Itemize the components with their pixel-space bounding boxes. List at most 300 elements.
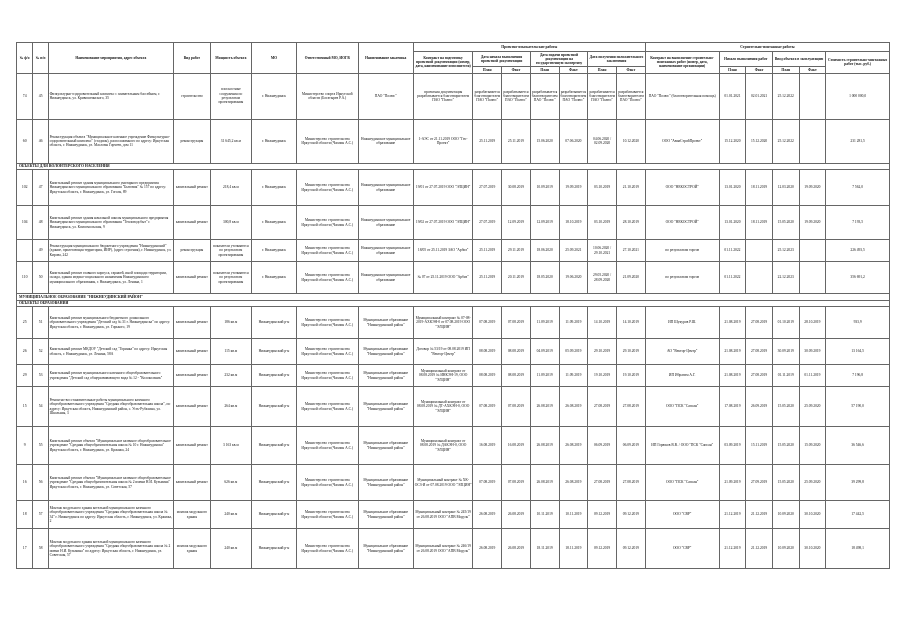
- cell-design-plan: 27.07.2019: [473, 170, 502, 206]
- cell-start-fact: 18.11.2019: [746, 170, 773, 206]
- cell-receive-plan: 09.12.2019: [588, 501, 617, 529]
- cell-receive-plan: 14.10.2019: [588, 307, 617, 339]
- cell-receive-fact: 27.10.2021: [616, 240, 645, 262]
- cell-contract-construction: ООО "ПСК "Сапсан": [645, 465, 719, 501]
- cell-submit-plan: 26.08.2019: [530, 465, 559, 501]
- cell-num-pp: 58: [33, 529, 48, 569]
- cell-receive-fact: разрабатывается благотворителем ПАО "Полюс": [616, 73, 645, 119]
- cell-customer: Нижнеудинское муниципальное образование: [358, 170, 413, 206]
- cell-mo: Нижнеудинский р-н: [251, 365, 296, 387]
- cell-responsible: Министерство строительства Иркутской области (Чаплин А.С.): [296, 365, 358, 387]
- cell-commission-fact: 30.10.2020: [799, 529, 826, 569]
- cell-num-pp: 47: [33, 170, 48, 206]
- cell-work-type: реконструкция: [173, 119, 210, 163]
- cell-mo: г. Нижнеудинск: [251, 206, 296, 240]
- cell-contract-design: Муниципальный контракт от 08.08.2019 № ИНКЭН-19, ООО "ЭЛЦИН": [413, 365, 472, 387]
- cell-design-fact: 26.08.2019: [502, 529, 531, 569]
- cell-capacity: 218,4 кв.м: [210, 170, 251, 206]
- cell-design-plan: 26.08.2019: [473, 529, 502, 569]
- cell-responsible: Министерство строительства Иркутской области (Чаплин А.С.): [296, 170, 358, 206]
- cell-capacity: 240 кв.м: [210, 529, 251, 569]
- cell-start-plan: 21.12.2019: [719, 501, 746, 529]
- cell-object-name: Капитальный ремонт объекта "Муниципальное казенное общеобразовательное учреждение "Средняя общеобразовательная школа № 10 г. Нижнеудинска" Иркутская область, г. Нижнеудинск, ул. Кржижа, 24: [48, 427, 173, 465]
- cell-responsible: Министерство строительства Иркутской области (Чаплин А.С.): [296, 465, 358, 501]
- cell-object-name: Монтаж модульного здания котельной муниципального казенного общеобразовательного учреждения "Средняя общеобразовательная школа № 34" г. Нижнеудинск по адресу: Иркутская область, г. Нижнеудинск, ул. Кржижа, 2: [48, 501, 173, 529]
- cell-num-pp: 52: [33, 339, 48, 365]
- cell-design-plan: 08.08.2019: [473, 339, 502, 365]
- header-plan: План: [588, 67, 617, 73]
- cell-capacity: 300,8 кв.м: [210, 206, 251, 240]
- cell-receive-fact: 27.08.2019: [616, 465, 645, 501]
- cell-contract-design: Муниципальный контракт № 07-08-2019-АХКЭН-0 от 07.08.2019 ООО "ЭЛЦИН": [413, 307, 472, 339]
- table-row: [17, 501, 890, 529]
- cell-customer: Нижнеудинское муниципальное образование: [358, 206, 413, 240]
- cell-responsible: Министерство строительства Иркутской области (Чаплин А.С.): [296, 262, 358, 294]
- cell-cost: 36 546,6: [826, 427, 890, 465]
- cell-start-fact: 18.11.2019: [746, 206, 773, 240]
- cell-num-fo: 9: [17, 427, 33, 465]
- cell-mo: Нижнеудинский р-н: [251, 501, 296, 529]
- cell-receive-plan: 09.12.2019: [588, 529, 617, 569]
- cell-mo: Нижнеудинский р-н: [251, 387, 296, 427]
- cell-contract-construction: ООО "ПСК "Сапсан": [645, 387, 719, 427]
- cell-cost: 39 299,8: [826, 465, 890, 501]
- cell-commission-fact: 15.09.2020: [799, 427, 826, 465]
- cell-commission-fact: 25.09.2020: [799, 387, 826, 427]
- cell-object-name: Реконструкция муниципального бюджетного учреждения "Нижнеудинский" (здание, прилегающая территория, ИИР), (адрес строения), г. Нижнеудинск, ул. Кирова, 242: [48, 240, 173, 262]
- cell-num-pp: 57: [33, 501, 48, 529]
- section-title: ОБЪЕКТЫ ОБРАЗОВАНИЯ: [17, 300, 890, 306]
- cell-contract-design: 19/01 от 27.07.2019 ООО "ЭЛЦИН": [413, 170, 472, 206]
- cell-num-fo: 26: [17, 339, 33, 365]
- cell-start-plan: 01.11.2022: [719, 262, 746, 294]
- cell-submit-fact: 26.08.2019: [559, 387, 588, 427]
- cell-submit-fact: 07.06.2020: [559, 119, 588, 163]
- cell-design-fact: 08.08.2019: [502, 339, 531, 365]
- cell-design-plan: 08.08.2019: [473, 365, 502, 387]
- header-plan: План: [719, 67, 746, 73]
- cell-capacity: 264 кв.м: [210, 387, 251, 427]
- cell-object-name: Капитальный ремонт главного корпуса, гаражей, иной площади территории, склада, здания медико-социального назначения Нижнеудинского муниципального образования, г. Нижнеудинск, ул. Ленина, 1: [48, 262, 173, 294]
- header-commission: Ввод объекта в эксплуатацию: [772, 52, 825, 67]
- cell-contract-construction: ИП Ибрагим А.Г.: [645, 365, 719, 387]
- cell-work-type: капитальный ремонт: [173, 465, 210, 501]
- cell-commission-fact: 19.09.2020: [799, 206, 826, 240]
- cell-cost: 18 498,1: [826, 529, 890, 569]
- cell-num-pp: 49: [33, 240, 48, 262]
- cell-capacity: 31 645,2 кв.м: [210, 119, 251, 163]
- header-date-submit-expertise: Дата подачи проектной документации на государственную экспертизу: [530, 52, 587, 67]
- cell-start-plan: 15.12.2020: [719, 119, 746, 163]
- header-num-pp: № п/п: [33, 43, 48, 74]
- cell-submit-plan: 18.11.2019: [530, 529, 559, 569]
- cell-object-name: Капитальный ремонт муниципального казенного общеобразовательного учреждения "Детский сад общеразвивающего вида № 12 - "Колокольчик": [48, 365, 173, 387]
- cell-start-fact: 15.11.2019: [746, 427, 773, 465]
- cell-start-fact: 21.12.2019: [746, 501, 773, 529]
- header-contract-design: Контракт на подготовку проектной документации (номер, дата, наименование исполнителя): [413, 52, 472, 74]
- cell-capacity: показатели уточняются по результатам проектирования: [210, 240, 251, 262]
- cell-num-fo: 110: [17, 262, 33, 294]
- cell-contract-construction: по результатам торгов: [645, 262, 719, 294]
- cell-submit-plan: 10.11.2019: [530, 501, 559, 529]
- header-date-receive-expertise: Дата получения положительного заключения: [588, 52, 646, 67]
- cell-cost: 7 193,5: [826, 206, 890, 240]
- cell-work-type: строительство: [173, 73, 210, 119]
- cell-responsible: Министерство строительства Иркутской области (Чаплин А.С.): [296, 529, 358, 569]
- cell-contract-construction: по результатам торгов: [645, 240, 719, 262]
- cell-commission-plan: 25.12.2023: [772, 240, 799, 262]
- cell-work-type: капитальный ремонт: [173, 427, 210, 465]
- cell-submit-plan: 11.09.2019: [530, 307, 559, 339]
- cell-customer: Нижнеудинское муниципальное образование: [358, 119, 413, 163]
- header-responsible: Ответственный МО, ИОГВ: [296, 43, 358, 74]
- cell-design-plan: 25.11.2019: [473, 119, 502, 163]
- cell-design-fact: 16.08.2019: [502, 427, 531, 465]
- cell-mo: г. Нижнеудинск: [251, 73, 296, 119]
- cell-submit-fact: 11.09.2019: [559, 365, 588, 387]
- cell-contract-design: Муниципальный контракт № 245/19 от 26.08.2019 ООО "АПВ Модуль": [413, 501, 472, 529]
- header-contract-construction: Контракт на выполнение строительно-монтажных работ (номер, дата, наименование организации): [645, 52, 719, 74]
- header-fact: Факт: [616, 67, 645, 73]
- header-object-name: Наименование мероприятия, адрес объекта: [48, 43, 173, 74]
- header-num-fo: № ф/о: [17, 43, 33, 74]
- cell-work-type: капитальный ремонт: [173, 365, 210, 387]
- cell-num-pp: 50: [33, 262, 48, 294]
- cell-submit-plan: 11.09.2019: [530, 365, 559, 387]
- cell-object-name: Капитальный ремонт объекта "Муниципальное казенное общеобразовательное учреждение "Средняя общеобразовательная школа № 2 имени Н.И. Кузьмина" Иркутская область, г. Нижнеудинск, ул. Советская, 57: [48, 465, 173, 501]
- cell-capacity: 3 163 кв.м: [210, 427, 251, 465]
- cell-receive-plan: 03.10.2019: [588, 170, 617, 206]
- table-row: [17, 170, 890, 206]
- cell-customer: Нижнеудинское муниципальное образование: [358, 262, 413, 294]
- cell-mo: г. Нижнеудинск: [251, 119, 296, 163]
- cell-design-fact: 25.11.2019: [502, 119, 531, 163]
- cell-commission-fact: [799, 240, 826, 262]
- cell-start-plan: 21.12.2019: [719, 529, 746, 569]
- cell-receive-plan: 29.10.2019: [588, 339, 617, 365]
- cell-start-plan: 13.01.2020: [719, 206, 746, 240]
- cell-num-fo: 60: [17, 119, 33, 163]
- cell-submit-fact: 25.09.2021: [559, 240, 588, 262]
- cell-customer: Муниципальное образование "Нижнеудинский район": [358, 465, 413, 501]
- cell-receive-plan: 04.06.2020 / 02.09.2020: [588, 119, 617, 163]
- cell-responsible: Министерство строительства Иркутской области (Чаплин А.С.): [296, 307, 358, 339]
- cell-receive-fact: 29.10.2019: [616, 339, 645, 365]
- cell-submit-plan: 18.05.2020: [530, 262, 559, 294]
- table-row: [17, 339, 890, 365]
- cell-contract-construction: АО "Вектор-Центр": [645, 339, 719, 365]
- cell-object-name: Физкультурно-оздоровительный комплекс с плавательным бассейном, г. Нижнеудинск, ул. Кривошеинского, 35: [48, 73, 173, 119]
- register-sheet: [16, 42, 890, 569]
- cell-submit-plan: 12.09.2019: [530, 206, 559, 240]
- cell-receive-fact: 09.12.2019: [616, 501, 645, 529]
- cell-customer: Муниципальное образование "Нижнеудинский район": [358, 501, 413, 529]
- cell-object-name: Капитальный ремонт муниципального бюджетного дошкольного образовательного учреждения "Детский сад № 31 г. Нижнеудинска" по адресу: Иркутская область, г. Нижнеудинск, ул. Горького, 19: [48, 307, 173, 339]
- cell-start-fact: 02.01.2021: [746, 73, 773, 119]
- cell-mo: Нижнеудинский р-н: [251, 465, 296, 501]
- cell-cost: 226 493,5: [826, 240, 890, 262]
- cell-commission-plan: 15.05.2020: [772, 465, 799, 501]
- cell-num-fo: 15: [17, 387, 33, 427]
- cell-start-plan: 21.08.2019: [719, 339, 746, 365]
- cell-commission-fact: [799, 119, 826, 163]
- cell-contract-construction: ИП Горюков В.В. / ООО "ПСК "Сапсан": [645, 427, 719, 465]
- cell-customer: Муниципальное образование "Нижнеудинский район": [358, 339, 413, 365]
- cell-receive-plan: разрабатывается благотворителем ПАО "Полюс": [588, 73, 617, 119]
- header-date-complete-design: Дата начала выполнения проектной документации: [473, 52, 530, 67]
- cell-work-type: реконструкция: [173, 240, 210, 262]
- cell-mo: Нижнеудинский р-н: [251, 427, 296, 465]
- table-row: [17, 240, 890, 262]
- cell-contract-design: 19/02 от 27.07.2019 ООО "ЭЛЦИН": [413, 206, 472, 240]
- cell-start-plan: 21.08.2019: [719, 365, 746, 387]
- cell-submit-plan: разрабатывается благотворителем ПАО "Полюс": [530, 73, 559, 119]
- cell-num-fo: 18: [17, 501, 33, 529]
- cell-num-pp: 48: [33, 206, 48, 240]
- cell-receive-plan: 27.08.2019: [588, 465, 617, 501]
- cell-design-plan: 16.08.2019: [473, 427, 502, 465]
- cell-object-name: Капитальный ремонт здания муниципального унитарного предприятия Нижнеудинского муниципального образования "Бытовик" № 157 по адресу: Иркутская область, г. Нижнеудинск, ул. Гоголя, 89: [48, 170, 173, 206]
- cell-num-pp: 45: [33, 73, 48, 119]
- cell-design-fact: разрабатывается благотворителем ПАО "Полюс": [502, 73, 531, 119]
- cell-commission-plan: 15.05.2020: [772, 387, 799, 427]
- cell-start-fact: 21.12.2019: [746, 529, 773, 569]
- cell-design-plan: 26.08.2019: [473, 501, 502, 529]
- cell-contract-design: Муниципальный контракт от 08.08.2019 № ДТ-АХКЭН-0, ООО "ЭЛЦИН": [413, 387, 472, 427]
- header-capacity: Мощность объекта: [210, 43, 251, 74]
- cell-commission-plan: 22.12.2023: [772, 262, 799, 294]
- cell-start-fact: 26.09.2019: [746, 387, 773, 427]
- cell-contract-construction: ПАО "Полюс" (благотворительная помощь): [645, 73, 719, 119]
- cell-commission-plan: 01.10.2019: [772, 307, 799, 339]
- cell-start-fact: [746, 262, 773, 294]
- cell-receive-plan: 10.06.2020 / 29.10.2021: [588, 240, 617, 262]
- cell-customer: Муниципальное образование "Нижнеудинский район": [358, 529, 413, 569]
- cell-num-fo: 104: [17, 206, 33, 240]
- cell-contract-design: 18/05 от 25.11.2019 ЗАО "Арбиз": [413, 240, 472, 262]
- cell-responsible: Министерство строительства Иркутской области (Чаплин А.С.): [296, 339, 358, 365]
- cell-capacity: 186 кв.м: [210, 307, 251, 339]
- cell-num-fo: 16: [17, 465, 33, 501]
- section-title: МУНИЦИПАЛЬНОЕ ОБРАЗОВАНИЕ "НИЖНЕУДИНСКИЙ РАЙОН": [17, 294, 890, 300]
- cell-customer: Муниципальное образование "Нижнеудинский район": [358, 307, 413, 339]
- cell-submit-plan: 15.06.2020: [530, 119, 559, 163]
- cell-submit-fact: 05.09.2019: [559, 339, 588, 365]
- cell-capacity: показатели уточняются по результатам проектирования: [210, 262, 251, 294]
- cell-start-plan: 21.08.2019: [719, 307, 746, 339]
- cell-commission-plan: 10.09.2020: [772, 529, 799, 569]
- cell-num-pp: 53: [33, 365, 48, 387]
- cell-receive-plan: 03.10.2019: [588, 206, 617, 240]
- cell-receive-fact: 09.12.2019: [616, 529, 645, 569]
- cell-responsible: Министерство спорта Иркутской области (Богатырев Р.А.): [296, 73, 358, 119]
- cell-num-fo: 102: [17, 170, 33, 206]
- cell-submit-plan: 10.09.2019: [530, 170, 559, 206]
- section-title: ОБЪЕКТЫ ДЛЯ ВОЛОНТЕРСКОГО НАСЕЛЕНИЯ: [17, 163, 890, 169]
- cell-start-plan: 03.09.2019: [719, 427, 746, 465]
- cell-contract-construction: ООО "НЕКОСТРОЙ": [645, 206, 719, 240]
- cell-submit-fact: 19.06.2020: [559, 262, 588, 294]
- cell-design-fact: 07.08.2019: [502, 465, 531, 501]
- header-work-type: Вид работ: [173, 43, 210, 74]
- cell-work-type: монтаж модульного здания: [173, 501, 210, 529]
- header-cost: Стоимость строительно-монтажных работ (тыс. руб.): [826, 52, 890, 74]
- cell-responsible: Министерство строительства Иркутской области (Чаплин А.С.): [296, 387, 358, 427]
- cell-receive-plan: 27.08.2019: [588, 387, 617, 427]
- cell-work-type: капитальный ремонт: [173, 387, 210, 427]
- cell-commission-plan: 25.12.2022: [772, 73, 799, 119]
- cell-commission-fact: [799, 73, 826, 119]
- cell-object-name: Ремонтно-восстановительные работы муниципального казенного общеобразовательного учреждения "Средняя общеобразовательная школа", по адресу: Иркутская область, Нижнеудинский район, с. Усть-Рубахина, ул. Школьная, 3: [48, 387, 173, 427]
- cell-capacity: 240 кв.м: [210, 501, 251, 529]
- cell-responsible: Министерство строительства Иркутской области (Чаплин А.С.): [296, 240, 358, 262]
- cell-contract-design: Муниципальный контракт № 246/19 от 26.08.2019 ООО "АПВ Модуль": [413, 529, 472, 569]
- cell-receive-plan: 29.05.2020 / 28.09.2020: [588, 262, 617, 294]
- cell-start-plan: 01.01.2021: [719, 73, 746, 119]
- cell-design-fact: 20.11.2019: [502, 262, 531, 294]
- cell-design-plan: 07.08.2019: [473, 307, 502, 339]
- cell-capacity: 115 кв.м: [210, 339, 251, 365]
- cell-submit-fact: 11.09.2019: [559, 307, 588, 339]
- cell-start-fact: 27.08.2019: [746, 365, 773, 387]
- cell-submit-fact: 18.10.2019: [559, 206, 588, 240]
- cell-num-fo: 17: [17, 529, 33, 569]
- register-body: [17, 73, 890, 568]
- cell-submit-fact: 18.11.2019: [559, 529, 588, 569]
- cell-cost: 231 281,5: [826, 119, 890, 163]
- cell-receive-fact: 27.08.2019: [616, 387, 645, 427]
- cell-customer: ПАО "Полюс": [358, 73, 413, 119]
- cell-mo: Нижнеудинский р-н: [251, 307, 296, 339]
- cell-contract-construction: ООО "СВР": [645, 501, 719, 529]
- cell-commission-plan: 10.09.2020: [772, 501, 799, 529]
- table-row: [17, 73, 890, 119]
- cell-receive-fact: 19.10.2019: [616, 365, 645, 387]
- cell-design-fact: 29.11.2019: [502, 240, 531, 262]
- cell-receive-fact: 21.10.2019: [616, 170, 645, 206]
- cell-contract-design: 1-АЭС от 21.11.2019 ООО "Гео-Проект": [413, 119, 472, 163]
- cell-receive-plan: 06.09.2019: [588, 427, 617, 465]
- cell-num-fo: 74: [17, 73, 33, 119]
- cell-design-plan: 25.11.2019: [473, 240, 502, 262]
- cell-num-fo: [17, 240, 33, 262]
- cell-work-type: капитальный ремонт: [173, 339, 210, 365]
- cell-object-name: Капитальный ремонт МКДОУ "Детский сад "Горинка" по адресу: Иркутская область, г. Нижнеудинск, ул. Ленина, 58А: [48, 339, 173, 365]
- cell-cost: 7 196,8: [826, 365, 890, 387]
- cell-mo: Нижнеудинский р-н: [251, 529, 296, 569]
- table-row: [17, 262, 890, 294]
- cell-commission-fact: 28.10.2019: [799, 307, 826, 339]
- cell-num-pp: 56: [33, 465, 48, 501]
- cell-design-fact: 07.08.2019: [502, 307, 531, 339]
- cell-customer: Муниципальное образование "Нижнеудинский район": [358, 387, 413, 427]
- header-plan: План: [772, 67, 799, 73]
- cell-work-type: капитальный ремонт: [173, 307, 210, 339]
- cell-design-plan: 07.08.2019: [473, 465, 502, 501]
- cell-commission-fact: 19.09.2020: [799, 170, 826, 206]
- header-plan: План: [473, 67, 502, 73]
- cell-commission-fact: 01.11.2019: [799, 365, 826, 387]
- cell-commission-plan: 15.05.2020: [772, 427, 799, 465]
- header-fact: Факт: [746, 67, 773, 73]
- cell-submit-fact: 26.08.2019: [559, 427, 588, 465]
- cell-work-type: капитальный ремонт: [173, 170, 210, 206]
- cell-start-fact: 27.08.2019: [746, 339, 773, 365]
- cell-receive-fact: 06.09.2019: [616, 427, 645, 465]
- cell-mo: г. Нижнеудинск: [251, 262, 296, 294]
- cell-work-type: капитальный ремонт: [173, 206, 210, 240]
- cell-receive-fact: 21.09.2020: [616, 262, 645, 294]
- cell-cost: 356 691,2: [826, 262, 890, 294]
- cell-responsible: Министерство строительства Иркутской области (Чаплин А.С.): [296, 427, 358, 465]
- cell-design-plan: разрабатывается благотворителем ПАО "Полюс": [473, 73, 502, 119]
- cell-responsible: Министерство строительства Иркутской области (Чаплин А.С.): [296, 119, 358, 163]
- header-mo: МО: [251, 43, 296, 74]
- cell-commission-plan: 25.12.2022: [772, 119, 799, 163]
- cell-design-fact: 12.09.2019: [502, 206, 531, 240]
- cell-commission-plan: 30.09.2019: [772, 339, 799, 365]
- cell-num-pp: 55: [33, 427, 48, 465]
- cell-commission-plan: 15.05.2020: [772, 206, 799, 240]
- cell-customer: Муниципальное образование "Нижнеудинский район": [358, 427, 413, 465]
- cell-submit-fact: 26.08.2019: [559, 465, 588, 501]
- cell-receive-fact: 14.10.2019: [616, 307, 645, 339]
- table-row: [17, 465, 890, 501]
- cell-commission-plan: 01.11.2019: [772, 365, 799, 387]
- cell-responsible: Министерство строительства Иркутской области (Чаплин А.С.): [296, 206, 358, 240]
- cell-submit-fact: 10.11.2019: [559, 501, 588, 529]
- table-row: [17, 206, 890, 240]
- cell-num-pp: 46: [33, 119, 48, 163]
- cell-work-type: капитальный ремонт: [173, 262, 210, 294]
- cell-start-fact: 27.09.2019: [746, 465, 773, 501]
- cell-submit-plan: 26.08.2019: [530, 387, 559, 427]
- cell-submit-plan: 04.09.2019: [530, 339, 559, 365]
- cell-commission-plan: 12.03.2020: [772, 170, 799, 206]
- cell-start-fact: [746, 240, 773, 262]
- cell-cost: 933,9: [826, 307, 890, 339]
- cell-design-plan: 07.08.2019: [473, 387, 502, 427]
- table-row: [17, 119, 890, 163]
- cell-num-pp: 51: [33, 307, 48, 339]
- cell-submit-fact: 19.09.2019: [559, 170, 588, 206]
- cell-receive-fact: 10.12.2020: [616, 119, 645, 163]
- cell-contract-design: № 07 от 25.11.2019 ООО "Арбиз": [413, 262, 472, 294]
- cell-capacity: 626 кв.м: [210, 465, 251, 501]
- cell-commission-fact: [799, 262, 826, 294]
- header-fact: Факт: [559, 67, 588, 73]
- cell-commission-fact: 30.10.2020: [799, 501, 826, 529]
- cell-design-fact: 08.08.2019: [502, 365, 531, 387]
- cell-design-fact: 30.08.2019: [502, 170, 531, 206]
- header-fact: Факт: [502, 67, 531, 73]
- cell-receive-fact: 28.10.2019: [616, 206, 645, 240]
- cell-num-pp: 54: [33, 387, 48, 427]
- cell-contract-design: Муниципальный контракт от 08.08.2019 № ДАКЭН-0, ООО "ЭЛЦИН": [413, 427, 472, 465]
- cell-design-fact: 26.08.2019: [502, 501, 531, 529]
- cell-start-plan: 01.11.2022: [719, 240, 746, 262]
- cell-start-plan: 17.08.2019: [719, 387, 746, 427]
- cell-capacity: 232 кв.м: [210, 365, 251, 387]
- table-row: [17, 387, 890, 427]
- cell-submit-fact: разрабатывается благотворителем ПАО "Полюс": [559, 73, 588, 119]
- cell-contract-design: Договор № 53/19 от 08.08.2019 ИП "Вектор-Центр": [413, 339, 472, 365]
- header-fact: Факт: [799, 67, 826, 73]
- cell-object-name: Реконструкция объекта "Муниципальное казенное учреждение Физкультурно-оздоровительный комплекс" (стадион), расположенного по адресу: Иркутская область, г. Нижнеудинск, ул. Масловы Горчеев, дом 11: [48, 119, 173, 163]
- header-plan: План: [530, 67, 559, 73]
- cell-start-fact: 27.08.2019: [746, 307, 773, 339]
- cell-responsible: Министерство строительства Иркутской области (Чаплин А.С.): [296, 501, 358, 529]
